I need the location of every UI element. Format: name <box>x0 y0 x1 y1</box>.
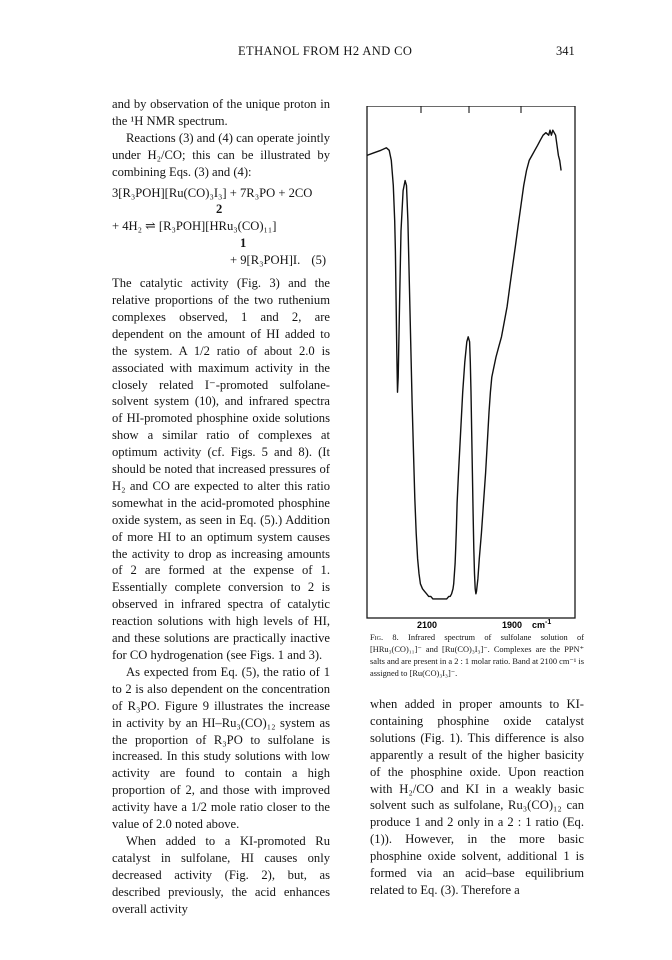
ir-spectrum-figure <box>366 106 578 633</box>
equation-line: 3[R₃POH][Ru(CO)₃I₃] + 7R₃PO + 2CO <box>112 185 313 200</box>
paragraph: when added in proper amounts to KI-containing phosphine oxide catalyst solutions (Fig. 1). This difference is also apparently a result of the higher basicity of the phosphine oxide. Upon reaction with H₂/CO and KI in a weakly basic solvent such as sulfolane, Ru₃(CO)₁₂ can produce 1 and 2 only in a 2 : 1 ratio (Eq. (1)). However, in the more basic phosphine oxide solvent, additional 1 is formed via an acid–base equilibrium related to Eq. (3). Therefore a <box>370 697 584 897</box>
x-axis-unit-text: cm <box>532 620 546 628</box>
right-column <box>370 696 584 899</box>
equation-number: (5) <box>311 253 327 268</box>
figure-caption-text: Infrared spectrum of sulfolane solution of [HRu₃(CO)₁₁]⁻ and [Ru(CO)₃I₃]⁻. Complexes are the PPN⁺ salts and are present in a 2 : 1 molar ratio. Band at 2100 cm⁻¹ is assigned to [Ru(CO)₃I₃]⁻. <box>370 633 585 679</box>
spectrum-series-line <box>367 130 561 599</box>
paragraph: As expected from Eq. (5), the ratio of 1 to 2 is also dependent on the concentration of R₃PO. Figure 9 illustrates the increase in activity by an HI–Ru₃(CO)₁₂ system as the proportion of R₃PO to sulfolane is increased. In this study solutions with low activity are found to contain a high proportion of 2, and those with improved activity have a 1/2 mole ratio closer to the value of 2.0 noted above. <box>112 664 330 832</box>
paragraph: When added to a KI-promoted Ru catalyst in sulfolane, HI causes only decreased activity (Fig. 2), but, as described previously, the acid enhances overall activity <box>112 833 330 916</box>
left-column <box>112 96 330 918</box>
equation-compound-label: 1 <box>240 236 247 251</box>
equation-compound-label: 2 <box>216 202 223 217</box>
figure-caption-label: Fig. 8. <box>370 633 399 642</box>
page-number: 341 <box>556 44 575 58</box>
equation-line: + 4H₂ ⇌ [R₃POH][HRu₃(CO)₁₁] <box>112 219 277 234</box>
paragraph: Reactions (3) and (4) can operate jointly under H₂/CO; this can be illustrated by combining Eqs. (3) and (4): <box>112 130 330 179</box>
ir-spectrum-chart <box>366 106 578 628</box>
paragraph: The catalytic activity (Fig. 3) and the relative proportions of the two ruthenium complexes observed, 1 and 2, are dependent on the amount of HI added to the system. A 1/2 ratio of about 2.0 is associated with maximum activity in the closely related I⁻-promoted sulfolane-solvent system (10), and infrared spectra of HI-promoted phosphine oxide solutions show a similar ratio of complexes at optimum activity (cf. Figs. 5 and 8). (It should be noted that increased pressures of H₂ and CO are expected to alter this ratio somewhat in the acid-promoted phosphine oxide system, as seen in Eq. (5).) Addition of more HI to an optimum system causes the activity to drop as increasing amounts of 2 are formed at the expense of 1. Essentially complete conversion to 2 is observed in infrared spectra of catalytic reaction solutions with high levels of HI, and these solutions are practically inactive for CO hydrogenation (see Figs. 1 and 3). <box>112 276 330 662</box>
x-axis-unit-superscript: -1 <box>545 619 552 626</box>
x-axis-unit <box>532 619 551 628</box>
paragraph: and by observation of the unique proton in the ¹H NMR spectrum. <box>112 97 330 128</box>
running-header-title: ETHANOL FROM H2 AND CO <box>238 44 413 58</box>
equation-line-text: + 9[R₃POH]I. <box>230 253 301 268</box>
figure-caption <box>370 632 584 680</box>
equation-5 <box>112 185 330 270</box>
x-tick-label-2100: 2100 <box>416 620 438 628</box>
equation-line <box>112 252 330 269</box>
x-tick-label-1900: 1900 <box>501 620 523 628</box>
